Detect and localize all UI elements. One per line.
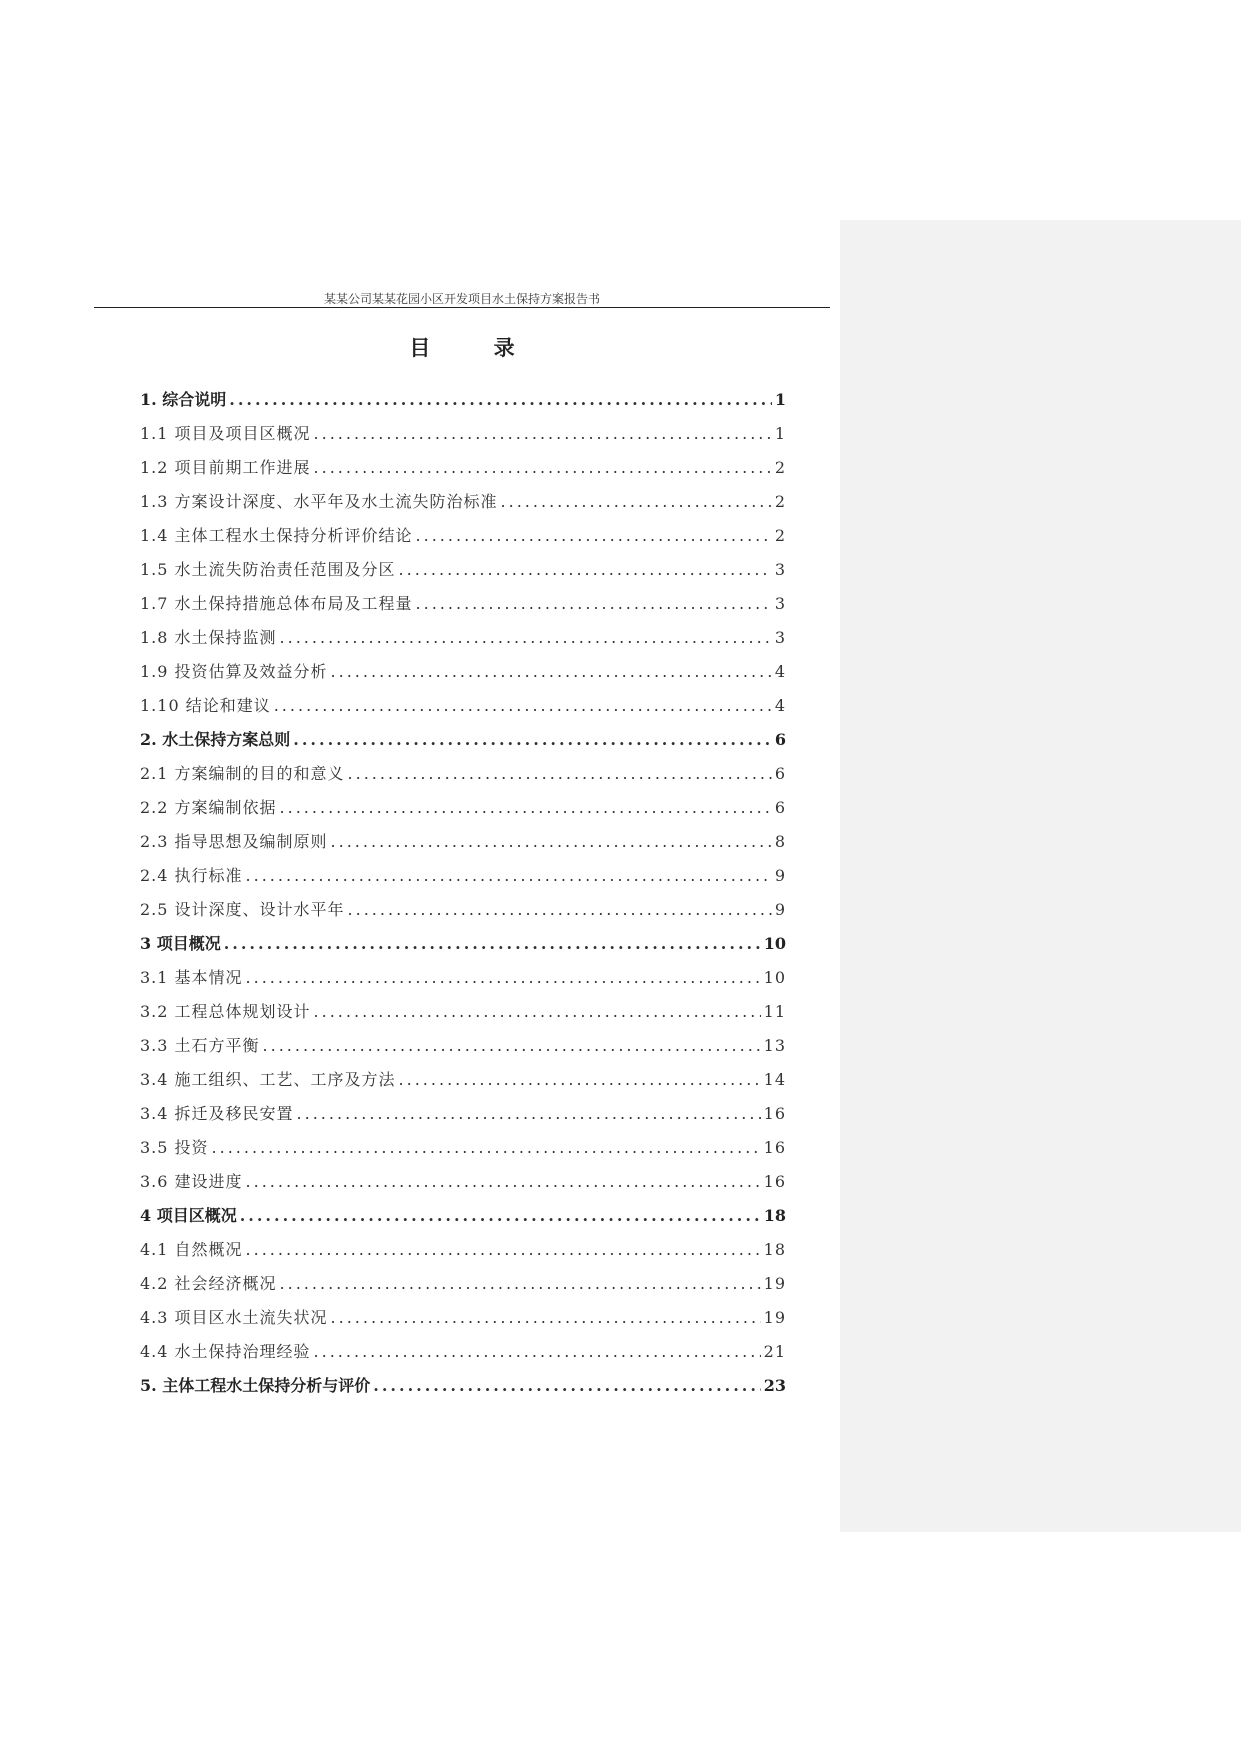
- toc-entry-page-number: 16: [763, 1172, 786, 1191]
- toc-entry-page-number: 18: [763, 1240, 786, 1259]
- toc-entry-label: 1.1 项目及项目区概况: [140, 424, 311, 443]
- toc-leader-dots: [314, 1002, 761, 1021]
- toc-entry-page-number: 10: [763, 968, 786, 987]
- table-of-contents: [140, 387, 786, 1407]
- toc-entry-page-number: 2: [774, 492, 786, 511]
- toc-entry-label: 2.1 方案编制的目的和意义: [140, 764, 345, 783]
- toc-entry[interactable]: [140, 931, 786, 965]
- toc-entry[interactable]: [140, 625, 786, 659]
- toc-entry-page-number: 2: [774, 458, 786, 477]
- toc-leader-dots: [399, 560, 772, 579]
- toc-entry-label: 5. 主体工程水土保持分析与评价: [140, 1376, 371, 1395]
- toc-entry-page-number: 6: [774, 798, 786, 817]
- toc-leader-dots: [331, 832, 772, 851]
- toc-entry-page-number: 8: [774, 832, 786, 851]
- toc-leader-dots: [331, 1308, 761, 1327]
- toc-leader-dots: [399, 1070, 761, 1089]
- toc-entry-page-number: 3: [774, 628, 786, 647]
- toc-entry[interactable]: [140, 1373, 786, 1407]
- toc-leader-dots: [501, 492, 772, 511]
- toc-entry-page-number: 18: [763, 1206, 786, 1225]
- toc-entry-label: 1.10 结论和建议: [140, 696, 271, 715]
- toc-entry-label: 1.9 投资估算及效益分析: [140, 662, 328, 681]
- toc-entry-label: 1.8 水土保持监测: [140, 628, 277, 647]
- toc-entry[interactable]: [140, 1033, 786, 1067]
- toc-entry-page-number: 19: [763, 1308, 786, 1327]
- toc-leader-dots: [240, 1206, 761, 1225]
- toc-entry[interactable]: [140, 1271, 786, 1305]
- toc-entry-label: 1.3 方案设计深度、水平年及水土流失防治标准: [140, 492, 498, 511]
- toc-entry-label: 1.5 水土流失防治责任范围及分区: [140, 560, 396, 579]
- toc-leader-dots: [246, 968, 761, 987]
- toc-entry-label: 2.3 指导思想及编制原则: [140, 832, 328, 851]
- toc-entry-page-number: 4: [774, 696, 786, 715]
- toc-entry-page-number: 16: [763, 1138, 786, 1157]
- toc-entry-page-number: 23: [763, 1376, 786, 1395]
- header-rule: [94, 307, 830, 308]
- toc-entry[interactable]: [140, 761, 786, 795]
- toc-entry-label: 4 项目区概况: [140, 1206, 237, 1225]
- toc-entry-label: 2. 水土保持方案总则: [140, 730, 291, 749]
- toc-leader-dots: [246, 1172, 761, 1191]
- toc-entry-label: 1.4 主体工程水土保持分析评价结论: [140, 526, 413, 545]
- toc-entry[interactable]: [140, 727, 786, 761]
- toc-entry-label: 3.1 基本情况: [140, 968, 243, 987]
- toc-entry-page-number: 6: [774, 730, 786, 749]
- toc-entry[interactable]: [140, 523, 786, 557]
- toc-entry-label: 1. 综合说明: [140, 390, 227, 409]
- toc-entry[interactable]: [140, 489, 786, 523]
- toc-entry-page-number: 19: [763, 1274, 786, 1293]
- toc-entry-label: 3.4 施工组织、工艺、工序及方法: [140, 1070, 396, 1089]
- toc-entry[interactable]: [140, 999, 786, 1033]
- toc-leader-dots: [229, 390, 772, 409]
- toc-entry[interactable]: [140, 1067, 786, 1101]
- toc-entry-label: 2.4 执行标准: [140, 866, 243, 885]
- toc-entry[interactable]: [140, 421, 786, 455]
- toc-entry-page-number: 21: [763, 1342, 786, 1361]
- toc-entry[interactable]: [140, 897, 786, 931]
- toc-entry-page-number: 9: [774, 900, 786, 919]
- toc-leader-dots: [280, 628, 772, 647]
- toc-entry-label: 3.5 投资: [140, 1138, 209, 1157]
- toc-entry[interactable]: [140, 455, 786, 489]
- toc-entry-label: 4.3 项目区水土流失状况: [140, 1308, 328, 1327]
- toc-entry-label: 3.2 工程总体规划设计: [140, 1002, 311, 1021]
- toc-leader-dots: [314, 424, 772, 443]
- toc-entry[interactable]: [140, 863, 786, 897]
- toc-entry-page-number: 14: [763, 1070, 786, 1089]
- toc-entry-page-number: 16: [763, 1104, 786, 1123]
- toc-entry-page-number: 2: [774, 526, 786, 545]
- toc-entry-label: 2.5 设计深度、设计水平年: [140, 900, 345, 919]
- toc-entry-label: 2.2 方案编制依据: [140, 798, 277, 817]
- toc-entry[interactable]: [140, 1135, 786, 1169]
- toc-leader-dots: [297, 1104, 761, 1123]
- toc-entry[interactable]: [140, 1339, 786, 1373]
- toc-leader-dots: [348, 764, 772, 783]
- toc-entry-label: 3.3 土石方平衡: [140, 1036, 260, 1055]
- toc-entry[interactable]: [140, 829, 786, 863]
- toc-entry-label: 4.4 水土保持治理经验: [140, 1342, 311, 1361]
- toc-entry[interactable]: [140, 1305, 786, 1339]
- toc-entry-page-number: 10: [763, 934, 786, 953]
- toc-entry-label: 3 项目概况: [140, 934, 221, 953]
- toc-leader-dots: [416, 594, 772, 613]
- toc-entry-label: 3.6 建设进度: [140, 1172, 243, 1191]
- toc-entry[interactable]: [140, 693, 786, 727]
- toc-entry[interactable]: [140, 387, 786, 421]
- toc-leader-dots: [314, 458, 772, 477]
- toc-leader-dots: [246, 866, 772, 885]
- running-header: 某某公司某某花园小区开发项目水土保持方案报告书: [323, 292, 600, 306]
- toc-entry-page-number: 6: [774, 764, 786, 783]
- toc-leader-dots: [274, 696, 772, 715]
- toc-leader-dots: [373, 1376, 760, 1395]
- toc-entry-page-number: 1: [774, 390, 786, 409]
- toc-entry[interactable]: [140, 1101, 786, 1135]
- toc-leader-dots: [212, 1138, 761, 1157]
- comment-pane: [840, 220, 1241, 1532]
- toc-entry-page-number: 13: [763, 1036, 786, 1055]
- toc-entry[interactable]: [140, 659, 786, 693]
- toc-entry[interactable]: [140, 1203, 786, 1237]
- toc-entry[interactable]: [140, 1169, 786, 1203]
- toc-leader-dots: [280, 798, 772, 817]
- toc-leader-dots: [293, 730, 772, 749]
- toc-leader-dots: [246, 1240, 761, 1259]
- toc-entry-label: 3.4 拆迁及移民安置: [140, 1104, 294, 1123]
- toc-entry[interactable]: [140, 591, 786, 625]
- toc-entry[interactable]: [140, 965, 786, 999]
- toc-entry[interactable]: [140, 557, 786, 591]
- toc-entry-page-number: 3: [774, 594, 786, 613]
- toc-entry-page-number: 4: [774, 662, 786, 681]
- toc-leader-dots: [314, 1342, 761, 1361]
- toc-entry[interactable]: [140, 795, 786, 829]
- toc-leader-dots: [331, 662, 772, 681]
- toc-entry-label: 1.7 水土保持措施总体布局及工程量: [140, 594, 413, 613]
- toc-title: 目 录: [409, 335, 543, 360]
- toc-entry-page-number: 9: [774, 866, 786, 885]
- toc-entry-label: 1.2 项目前期工作进展: [140, 458, 311, 477]
- toc-leader-dots: [263, 1036, 761, 1055]
- toc-leader-dots: [224, 934, 761, 953]
- toc-leader-dots: [416, 526, 772, 545]
- toc-entry-page-number: 1: [774, 424, 786, 443]
- toc-leader-dots: [280, 1274, 761, 1293]
- toc-entry[interactable]: [140, 1237, 786, 1271]
- toc-entry-page-number: 3: [774, 560, 786, 579]
- toc-entry-label: 4.1 自然概况: [140, 1240, 243, 1259]
- toc-entry-label: 4.2 社会经济概况: [140, 1274, 277, 1293]
- toc-leader-dots: [348, 900, 772, 919]
- toc-entry-page-number: 11: [763, 1002, 786, 1021]
